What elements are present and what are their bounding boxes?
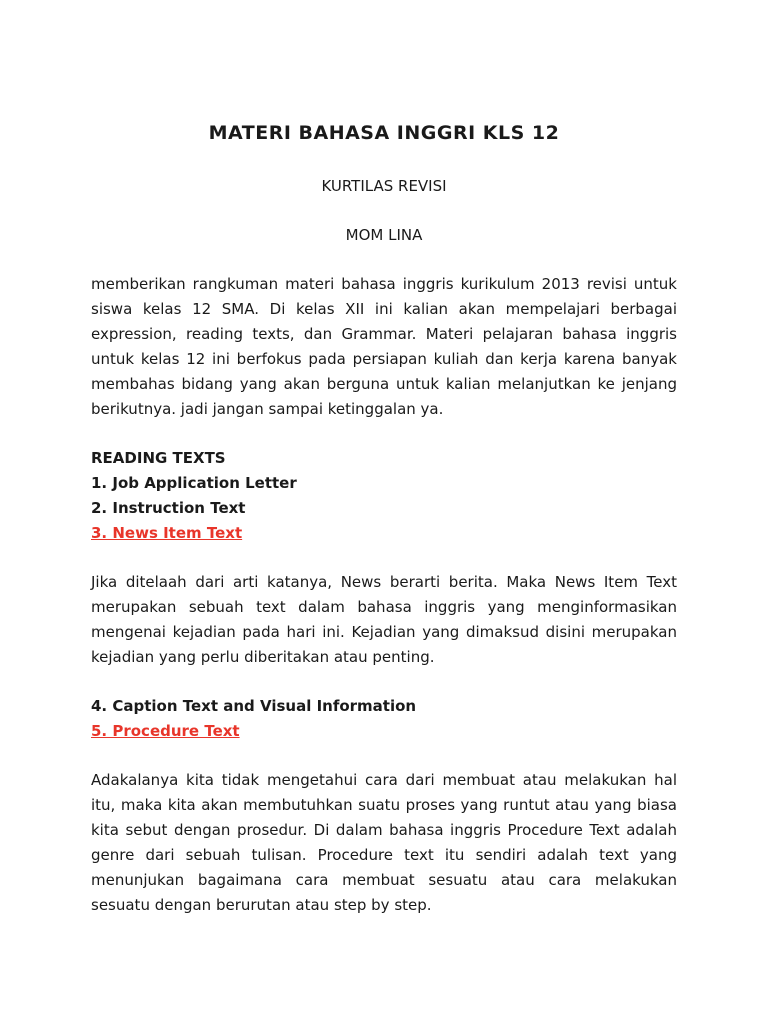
section-heading: READING TEXTS [91, 449, 226, 467]
list-item-instruction-text: 2. Instruction Text [91, 499, 246, 517]
procedure-paragraph: Adakalanya kita tidak mengetahui cara dari membuat atau melakukan hal itu, maka kita akan membutuhkan suatu proses yang runtut atau yang biasa kita sebut dengan prosedur. Di dalam bahasa inggris Procedure Text adalah genre dari sebuah tulisan. Procedure text itu sendiri adalah text yang menunjukan bagaimana cara membuat sesuatu atau cara melakukan sesuatu dengan berurutan atau step by step. [91, 771, 677, 914]
reading-texts-list-continued [91, 694, 677, 744]
document-author: MOM LINA [345, 226, 423, 244]
link-news-item-text[interactable]: 3. News Item Text [91, 524, 243, 542]
reading-texts-list [91, 446, 677, 546]
document-title: MATERI BAHASA INGGRI KLS 12 [208, 122, 560, 144]
news-item-paragraph: Jika ditelaah dari arti katanya, News berarti berita. Maka News Item Text merupakan sebuah text dalam bahasa inggris yang menginformasikan mengenai kejadian pada hari ini. Kejadian yang dimaksud disini merupakan kejadian yang perlu diberitakan atau penting. [91, 573, 677, 666]
list-item-caption-text: 4. Caption Text and Visual Information [91, 697, 417, 715]
link-procedure-text[interactable]: 5. Procedure Text [91, 722, 240, 740]
intro-paragraph: memberikan rangkuman materi bahasa inggris kurikulum 2013 revisi untuk siswa kelas 12 SMA. Di kelas XII ini kalian akan mempelajari berbagai expression, reading texts, dan Grammar. Materi pelajaran bahasa inggris untuk kelas 12 ini berfokus pada persiapan kuliah dan kerja karena banyak membahas bidang yang akan berguna untuk kalian melanjutkan ke jenjang berikutnya. jadi jangan sampai ketinggalan ya. [91, 275, 677, 418]
list-item-job-application-letter: 1. Job Application Letter [91, 474, 297, 492]
document-subtitle: KURTILAS REVISI [321, 177, 447, 195]
